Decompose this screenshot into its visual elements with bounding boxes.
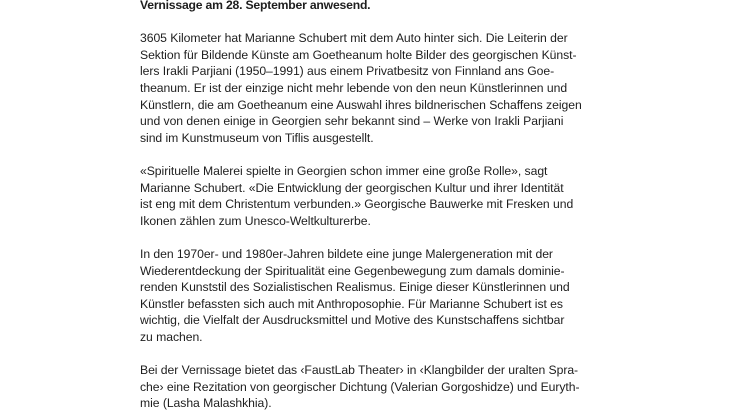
- text-line: zu machen.: [140, 329, 203, 344]
- text-line: Künstlern, die am Goetheanum eine Auswahl ihres bildnerischen Schaffens zeigen: [140, 97, 582, 112]
- text-line: Sektion für Bildende Künste am Goetheanum holte Bilder des georgischen Künst-: [140, 47, 577, 62]
- text-line: Bei der Vernissage bietet das ‹FaustLab Theater› in ‹Klangbilder der uralten Spra-: [140, 363, 579, 378]
- text-line: «Spirituelle Malerei spielte in Georgien schon immer eine große Rolle», sagt: [140, 163, 548, 178]
- text-line: sind im Kunstmuseum von Tiflis ausgestellt.: [140, 130, 374, 145]
- paragraph-gap: [140, 146, 620, 163]
- text-line: mie (Lasha Malashkhia).: [140, 396, 272, 411]
- text-line: 3605 Kilometer hat Marianne Schubert mit dem Auto hinter sich. Die Leiterin der: [140, 31, 568, 46]
- text-line: Marianne Schubert. «Die Entwicklung der georgischen Kultur und ihrer Identität: [140, 180, 564, 195]
- text-line: und von denen einige in Georgien sehr bekannt sind – Werke von Irakli Parjiani: [140, 114, 564, 129]
- text-line: lers Irakli Parjiani (1950–1991) aus einem Privatbesitz von Finnland ans Goe-: [140, 64, 555, 79]
- paragraph-1: [140, 30, 620, 146]
- text-line: Wiederentdeckung der Spiritualität eine Gegenbewegung zum damals dominie-: [140, 263, 565, 278]
- lead-line: [140, 0, 620, 14]
- paragraph-2: [140, 163, 620, 229]
- text-line: Künstler befassten sich auch mit Anthroposophie. Für Marianne Schubert ist es: [140, 296, 563, 311]
- text-line: theanum. Er ist der einzige nicht mehr lebende von den neun Künstlerinnen und: [140, 80, 568, 95]
- paragraph-gap: [140, 14, 620, 31]
- text-line: Vernissage am 28. September anwesend.: [140, 0, 371, 12]
- paragraph-gap: [140, 345, 620, 362]
- paragraph-3: [140, 246, 620, 346]
- text-line: In den 1970er- und 1980er-Jahren bildete eine junge Malergeneration mit der: [140, 246, 553, 261]
- text-line: renden Kunststil des Sozialistischen Realismus. Einige dieser Künstlerinnen und: [140, 280, 570, 295]
- text-line: che› eine Rezitation von georgischer Dichtung (Valerian Gorgoshidze) und Euryth-: [140, 379, 580, 394]
- paragraph-gap: [140, 229, 620, 246]
- document-body: [140, 0, 620, 412]
- text-line: ist eng mit dem Christentum verbunden.» Georgische Bauwerke mit Fresken und: [140, 197, 574, 212]
- paragraph-4: [140, 362, 620, 412]
- text-line: wichtig, die Vielfalt der Ausdrucksmittel und Motive des Kunstschaffens sichtbar: [140, 313, 565, 328]
- text-line: Ikonen zählen zum Unesco-Weltkulturerbe.: [140, 213, 371, 228]
